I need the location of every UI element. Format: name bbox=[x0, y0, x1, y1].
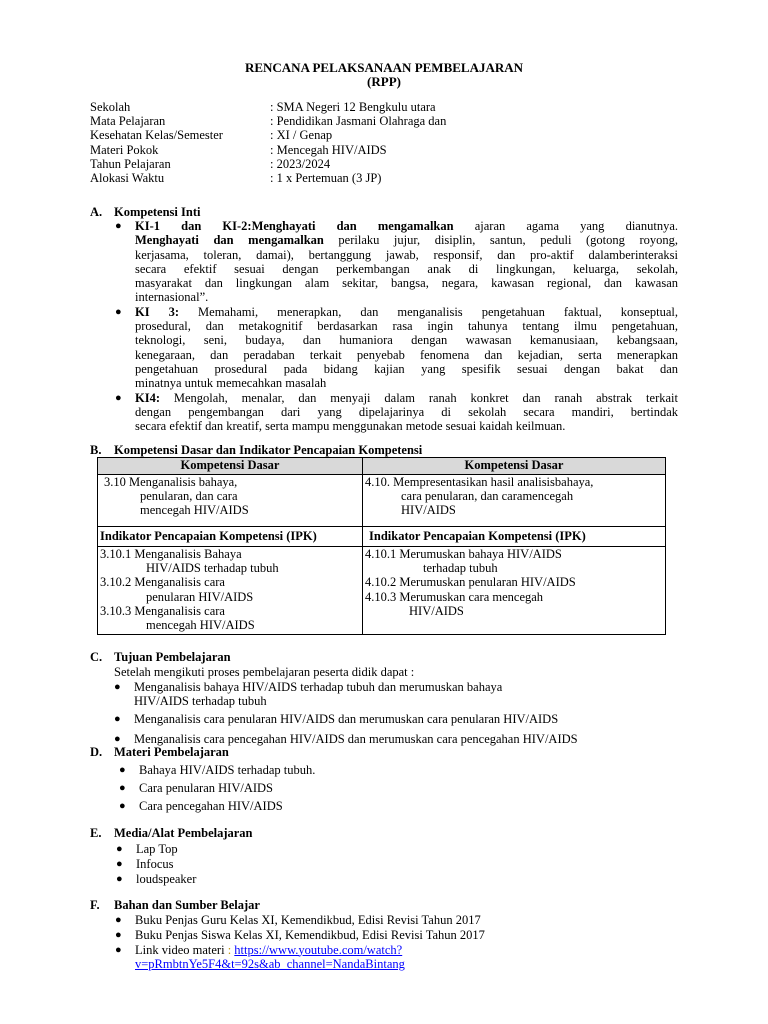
ki3-line: teknologi, seni, budaya, dan humaniora dengan wawasan kemanusiaan, kebangsaan, bbox=[135, 333, 678, 348]
kd-right-line: 4.10. Mempresentasikan hasil analisisbahaya, bbox=[365, 475, 594, 489]
list-item bbox=[114, 711, 694, 726]
video-link[interactable]: https://www.youtube.com/watch? bbox=[234, 942, 403, 957]
section-a-heading bbox=[90, 205, 200, 220]
bullet-icon: ● bbox=[115, 220, 122, 232]
ki-list bbox=[115, 219, 678, 434]
ipk-header-left: Indikator Pencapaian Kompetensi (IPK) bbox=[98, 527, 363, 547]
section-letter: C. bbox=[90, 650, 103, 664]
ipk-item-text: 3.10.1 Menganalisis Bahaya bbox=[100, 547, 242, 561]
ki12-line: masyarakat dan lingkungan alam sekitar, bangsa, negara, kawasan regional, dan kawasan bbox=[135, 276, 678, 291]
list-item-text: Menganalisis cara pencegahan HIV/AIDS dan merumuskan cara pencegahan HIV/AIDS bbox=[134, 731, 578, 746]
media-list bbox=[116, 842, 197, 886]
list-item bbox=[119, 761, 316, 779]
info-label: Kesehatan Kelas/Semester bbox=[90, 128, 223, 143]
kompetensi-table bbox=[97, 457, 666, 635]
bullet-icon: ● bbox=[119, 782, 126, 794]
ki3-line bbox=[135, 305, 678, 319]
ki12-bold-text: Menghayati dan mengamalkan bbox=[135, 233, 324, 248]
bullet-icon: ● bbox=[115, 391, 122, 404]
ki3-line: prosedural, dan metakognitif berdasarkan rasa ingin tahunya tentang ilmu pengetahuan, bbox=[135, 319, 678, 334]
kd-left-line: penularan, dan cara bbox=[140, 489, 238, 504]
info-value: : Mencegah HIV/AIDS bbox=[270, 142, 387, 157]
section-b-heading bbox=[90, 443, 422, 458]
bullet-icon: ● bbox=[114, 712, 121, 725]
section-title: Media/Alat Pembelajaran bbox=[114, 826, 253, 840]
bahan-list bbox=[115, 913, 485, 972]
ki4-text: Mengolah, menalar, dan menyaji dalam ranah konkret dan ranah abstrak terkait bbox=[160, 390, 678, 405]
ki12-line: secara efektif sesuai dengan perkembangan anak di lingkungan, keluarga, sekolah, bbox=[135, 261, 678, 276]
kd-right-line: HIV/AIDS bbox=[401, 503, 456, 518]
list-item-ki12 bbox=[115, 219, 678, 305]
info-row bbox=[90, 100, 446, 114]
ipk-left-cell bbox=[98, 547, 363, 635]
section-title: Materi Pembelajaran bbox=[114, 745, 229, 759]
list-item-text: Lap Top bbox=[136, 842, 178, 856]
kd-left-cell bbox=[98, 475, 363, 527]
ipk-right-item bbox=[365, 575, 663, 589]
bullet-icon: ● bbox=[119, 764, 126, 776]
video-colon: : bbox=[227, 942, 235, 957]
tujuan-intro: Setelah mengikuti proses pembelajaran peserta didik dapat : bbox=[114, 665, 415, 679]
bullet-icon: ● bbox=[116, 857, 123, 870]
ipk-item-text: HIV/AIDS bbox=[409, 603, 464, 618]
list-item-text: Cara penularan HIV/AIDS bbox=[139, 781, 273, 795]
list-item bbox=[115, 913, 485, 928]
ki3-text: Memahami, menerapkan, dan menganalisis pengetahuan faktual, konseptual, bbox=[179, 304, 678, 319]
ki3-label: KI 3: bbox=[135, 304, 180, 319]
table-header-kd-right: Kompetensi Dasar bbox=[363, 458, 666, 475]
ki3-line: kenegaraan, dan peradaban terkait penyebab fenomena dan kejadian, serta menerapkan bbox=[135, 347, 678, 362]
ipk-item-text: 4.10.3 Merumuskan cara mencegah bbox=[365, 589, 544, 604]
ipk-item-text: HIV/AIDS terhadap tubuh bbox=[146, 561, 279, 576]
info-row bbox=[90, 114, 446, 128]
video-link-continued[interactable]: v=pRmbtnYe5F4&t=92s&ab_channel=NandaBintang bbox=[135, 957, 405, 972]
bullet-icon: ● bbox=[115, 914, 122, 926]
ipk-item-text: mencegah HIV/AIDS bbox=[146, 618, 255, 633]
ipk-header-right: Indikator Pencapaian Kompetensi (IPK) bbox=[363, 527, 666, 547]
section-d-heading bbox=[90, 745, 229, 760]
info-value: : Pendidikan Jasmani Olahraga dan bbox=[270, 114, 447, 129]
section-title: Bahan dan Sumber Belajar bbox=[114, 898, 260, 912]
list-item-text: HIV/AIDS terhadap tubuh bbox=[134, 694, 267, 709]
ki12-line bbox=[135, 219, 678, 233]
info-value: : SMA Negeri 12 Bengkulu utara bbox=[270, 100, 436, 114]
tujuan-list bbox=[114, 680, 694, 746]
list-item bbox=[116, 856, 196, 872]
info-value: : XI / Genap bbox=[270, 128, 333, 143]
ipk-right-cell bbox=[363, 547, 666, 635]
list-item-text: Bahaya HIV/AIDS terhadap tubuh. bbox=[139, 763, 316, 777]
ipk-right-item bbox=[365, 590, 663, 618]
ki12-text: ajaran agama yang dianutnya. bbox=[453, 219, 678, 233]
ipk-item-text: 3.10.2 Menganalisis cara bbox=[100, 575, 225, 590]
list-item-text: loudspeaker bbox=[136, 871, 197, 886]
bullet-icon: ● bbox=[115, 928, 122, 941]
bullet-icon: ● bbox=[116, 843, 123, 855]
video-label: Link video materi bbox=[135, 942, 228, 957]
ipk-right-item bbox=[365, 547, 663, 575]
ki12-label: KI-1 dan KI-2:Menghayati dan mengamalkan bbox=[135, 219, 454, 233]
ki3-line: minatnya untuk memecahkan masalah bbox=[135, 376, 327, 391]
section-letter: B. bbox=[90, 443, 102, 457]
ki4-line: dengan pengembangan dari yang dipelajarinya di sekolah secara mandiri, bertindak bbox=[135, 404, 678, 419]
ki3-line: pengetahuan prosedural pada bidang kajian yang spesifik sesuai dengan bakat dan bbox=[135, 361, 678, 376]
section-title: Kompetensi Dasar dan Indikator Pencapaian Kompetensi bbox=[114, 443, 423, 457]
info-label: Tahun Pelajaran bbox=[90, 156, 171, 171]
list-item bbox=[114, 680, 694, 709]
info-label: Alokasi Waktu bbox=[90, 171, 165, 186]
ki12-text: perilaku jujur, disiplin, santun, peduli (gotong royong, bbox=[323, 233, 678, 248]
bullet-icon: ● bbox=[115, 305, 122, 318]
ki12-line: internasional”. bbox=[135, 290, 209, 305]
list-item-text: Infocus bbox=[136, 856, 174, 871]
list-item-text: Buku Penjas Siswa Kelas XI, Kemendikbud, Edisi Revisi Tahun 2017 bbox=[135, 927, 485, 942]
kd-right-cell bbox=[363, 475, 666, 527]
list-item bbox=[119, 797, 315, 815]
section-letter: D. bbox=[90, 745, 103, 759]
list-item-video bbox=[115, 942, 485, 973]
materi-list bbox=[119, 761, 316, 815]
info-row bbox=[90, 128, 446, 142]
list-item bbox=[116, 871, 197, 887]
table-header-kd-left: Kompetensi Dasar bbox=[98, 458, 363, 475]
identity-block bbox=[90, 100, 446, 185]
kd-left-line: mencegah HIV/AIDS bbox=[140, 503, 249, 518]
info-row bbox=[90, 171, 446, 185]
list-item bbox=[115, 927, 485, 943]
list-item-ki4 bbox=[115, 390, 678, 434]
ki12-line bbox=[135, 233, 678, 247]
section-title: Kompetensi Inti bbox=[114, 205, 201, 219]
info-label: Sekolah bbox=[90, 100, 131, 114]
list-item-text: Buku Penjas Guru Kelas XI, Kemendikbud, Edisi Revisi Tahun 2017 bbox=[135, 913, 481, 927]
document-title: RENCANA PELAKSANAAN PEMBELAJARAN bbox=[244, 60, 524, 75]
ki4-line bbox=[135, 391, 678, 405]
ki4-line: secara efektif dan kreatif, serta mampu menggunakan metode sesuai kaidah keilmuan. bbox=[135, 419, 566, 434]
document-subtitle: (RPP) bbox=[367, 74, 401, 89]
info-value: : 1 x Pertemuan (3 JP) bbox=[270, 171, 382, 186]
list-item-ki3 bbox=[115, 304, 678, 391]
section-title: Tujuan Pembelajaran bbox=[114, 650, 231, 664]
ki12-line: kerjasama, toleran, damai), bertanggung jawab, responsif, dan pro-aktif dalamberinteraksi bbox=[135, 247, 678, 262]
ipk-left-item bbox=[100, 575, 360, 603]
bullet-icon: ● bbox=[114, 681, 121, 693]
ipk-left-item bbox=[100, 547, 360, 575]
list-item-text: Menganalisis bahaya HIV/AIDS terhadap tubuh dan merumuskan bahaya bbox=[134, 680, 503, 694]
section-e-heading bbox=[90, 826, 253, 841]
bullet-icon: ● bbox=[119, 800, 126, 812]
ipk-item-text: 4.10.1 Merumuskan bahaya HIV/AIDS bbox=[365, 547, 562, 561]
ipk-item-text: penularan HIV/AIDS bbox=[146, 589, 254, 604]
list-item bbox=[116, 842, 196, 857]
info-label: Mata Pelajaran bbox=[90, 114, 166, 129]
info-row bbox=[90, 143, 446, 157]
ipk-left-item bbox=[100, 604, 360, 632]
section-letter: E. bbox=[90, 826, 102, 840]
kd-left-line: 3.10 Menganalisis bahaya, bbox=[104, 475, 238, 489]
section-letter: A. bbox=[90, 205, 103, 219]
bullet-icon: ● bbox=[116, 872, 123, 885]
kd-right-line: cara penularan, dan caramencegah bbox=[401, 489, 574, 504]
info-row bbox=[90, 157, 446, 171]
ipk-item-text: terhadap tubuh bbox=[423, 561, 498, 576]
ipk-item-text: 3.10.3 Menganalisis cara bbox=[100, 603, 225, 618]
section-letter: F. bbox=[90, 898, 100, 912]
info-value: : 2023/2024 bbox=[270, 156, 331, 171]
bullet-icon: ● bbox=[114, 732, 121, 745]
section-f-heading bbox=[90, 898, 260, 913]
list-item bbox=[119, 779, 315, 797]
section-c-heading bbox=[90, 650, 231, 665]
bullet-icon: ● bbox=[115, 943, 122, 956]
list-item-text: Cara pencegahan HIV/AIDS bbox=[139, 799, 283, 813]
list-item-text: Menganalisis cara penularan HIV/AIDS dan merumuskan cara penularan HIV/AIDS bbox=[134, 711, 559, 726]
info-label: Materi Pokok bbox=[90, 142, 159, 157]
ki4-label: KI4: bbox=[135, 390, 160, 405]
ipk-item-text: 4.10.2 Merumuskan penularan HIV/AIDS bbox=[365, 575, 576, 590]
